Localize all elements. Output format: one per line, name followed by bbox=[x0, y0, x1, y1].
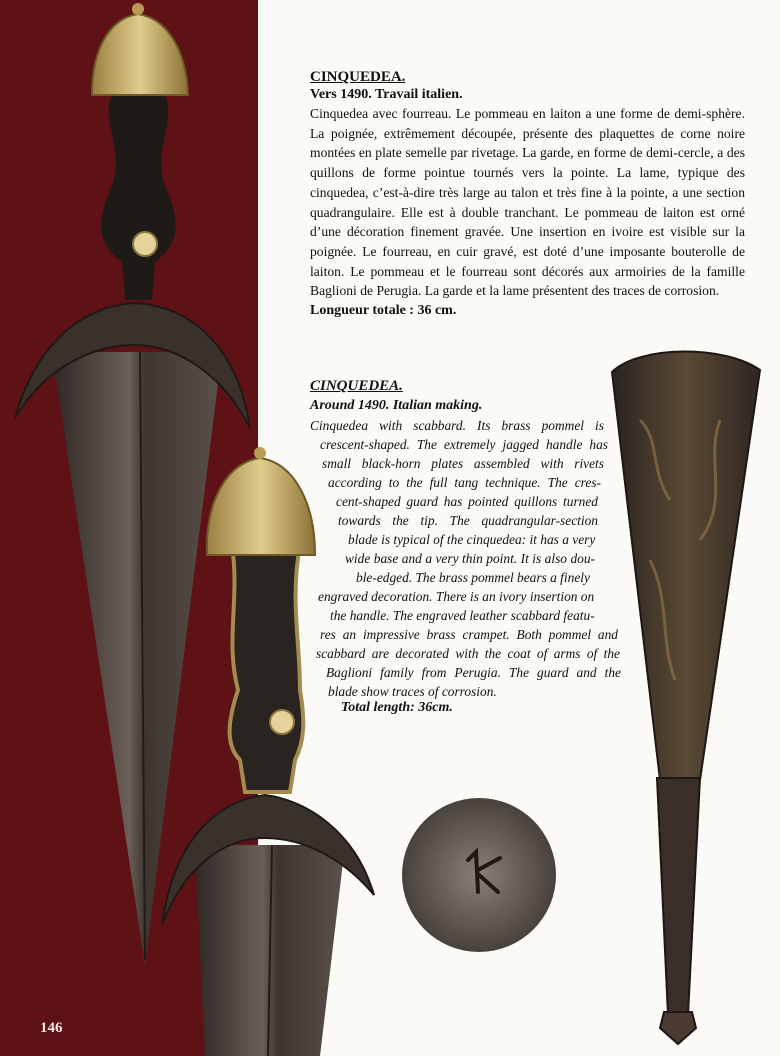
scabbard-leather bbox=[612, 351, 760, 780]
small-dagger-ivory-insert bbox=[270, 710, 294, 734]
english-line: blade is typical of the cinquedea: it has a very bbox=[348, 532, 596, 547]
french-description bbox=[310, 68, 745, 321]
scabbard-image bbox=[612, 351, 760, 1044]
english-length: Total length: 36cm. bbox=[341, 700, 453, 715]
french-subtitle: Vers 1490. Travail italien. bbox=[310, 87, 463, 102]
large-dagger-ivory-insert bbox=[133, 232, 157, 256]
english-line: crescent-shaped. The extremely jagged handle has bbox=[320, 437, 608, 452]
english-line: Baglioni family from Perugia. The guard and the bbox=[326, 665, 621, 680]
english-line: according to the full tang technique. The cres- bbox=[328, 475, 601, 490]
english-line: wide base and a very thin point. It is also dou- bbox=[345, 551, 595, 566]
large-dagger-pommel bbox=[92, 14, 188, 95]
scabbard-chape bbox=[657, 778, 700, 1015]
english-line: towards the tip. The quadrangular-section bbox=[338, 513, 598, 528]
page-number: 146 bbox=[40, 1020, 63, 1036]
english-title: CINQUEDEA. bbox=[310, 378, 403, 394]
english-line: small black-horn plates assembled with rivets bbox=[322, 456, 604, 471]
small-dagger-grip bbox=[230, 545, 304, 792]
english-line: scabbard are decorated with the coat of arms of the bbox=[316, 646, 620, 661]
french-title: CINQUEDEA. bbox=[310, 69, 406, 85]
english-line: Cinquedea with scabbard. Its brass pommel is bbox=[310, 418, 604, 433]
english-line: cent-shaped guard has pointed quillons turned bbox=[336, 494, 598, 509]
english-subtitle: Around 1490. Italian making. bbox=[310, 398, 483, 413]
english-line: ble-edged. The brass pommel bears a finely bbox=[356, 570, 590, 585]
english-line: the handle. The engraved leather scabbard featu- bbox=[330, 608, 595, 623]
large-dagger-grip bbox=[101, 95, 176, 300]
french-body: Cinquedea avec fourreau. Le pommeau en laiton a une forme de demi-sphère. La poignée, extrêmement découpée, présente des plaquettes de corne noire montées en plate semelle par rivetage. La garde, en forme de demi-cercle, a des quillons de forme pointue tournés vers la pointe. La lame, typique des cinquedea, c’est-à-dire très large au talon et très fine à la pointe, a une section quadrangulaire. Elle est à double tranchant. Le pommeau de laiton est orné d’une décoration finement gravée. Une insertion en ivoire est visible sur la poignée. Le fourreau, en cuir gravé, est doté d’une imposante bouterolle de laiton. Le pommeau et le fourreau sont décorés aux armoiries de la famille Baglioni de Perugia. La garde et la lame présentent des traces de corrosion. bbox=[310, 106, 745, 299]
maker-mark-detail-image bbox=[402, 798, 556, 952]
french-length: Longueur totale : 36 cm. bbox=[310, 303, 457, 319]
small-dagger-pommel bbox=[207, 458, 315, 555]
english-line: blade show traces of corrosion. bbox=[328, 684, 497, 699]
scabbard-finial bbox=[660, 1012, 696, 1044]
english-line: engraved decoration. There is an ivory insertion on bbox=[318, 589, 595, 604]
english-line: res an impressive brass crampet. Both pommel and bbox=[320, 627, 618, 642]
